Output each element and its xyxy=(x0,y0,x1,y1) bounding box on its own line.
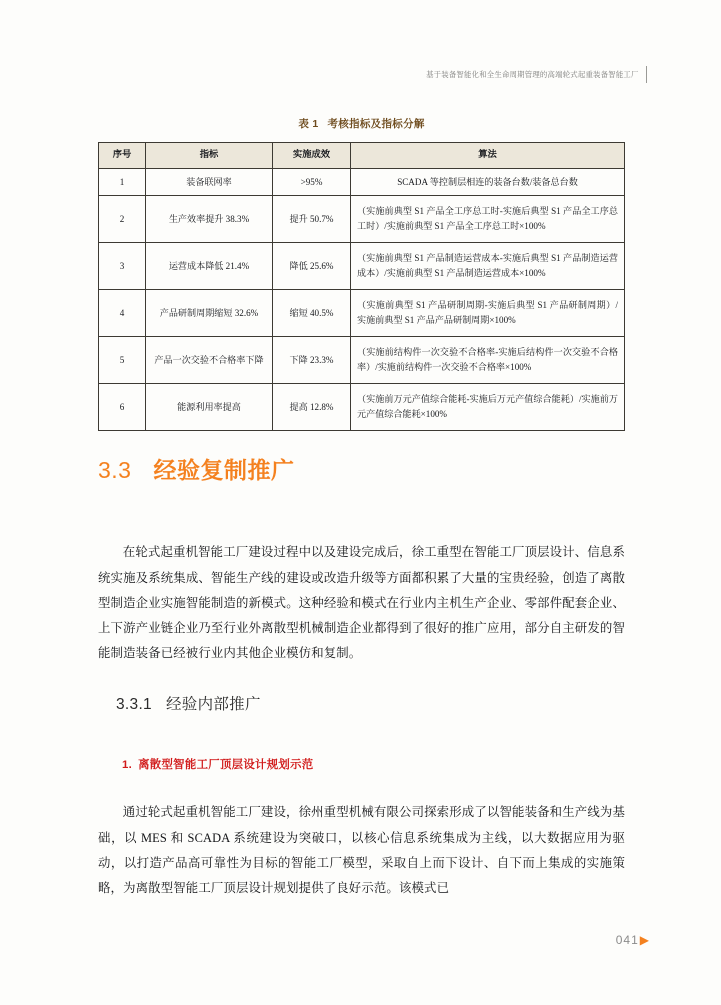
body-paragraph-1: 在轮式起重机智能工厂建设过程中以及建设完成后，徐工重型在智能工厂顶层设计、信息系统实施及系统集成、智能生产线的建设或改造升级等方面都积累了大量的宝贵经验，创造了离散型制造企业实施智能制造的新模式。这种经验和模式在行业内主机生产企业、零部件配套企业、上下游产业链企业乃至行业外离散型机械制造企业都得到了很好的推广应用，部分自主研发的智能制造装备已经被行业内其他企业模仿和复制。 xyxy=(98,545,625,661)
cell-index: 1 xyxy=(99,169,146,196)
cell-metric: 运营成本降低 21.4% xyxy=(146,243,273,290)
cell-metric: 生产效率提升 38.3% xyxy=(146,196,273,243)
table-row xyxy=(99,290,625,337)
table-row xyxy=(99,384,625,431)
table-body xyxy=(99,169,625,431)
table-caption-title: 考核指标及指标分解 xyxy=(327,118,425,130)
table-caption xyxy=(98,116,625,131)
cell-index: 2 xyxy=(99,196,146,243)
subsection-heading-title: 经验内部推广 xyxy=(165,696,261,713)
running-header-rule xyxy=(646,66,647,83)
subheading-title: 离散型智能工厂顶层设计规划示范 xyxy=(138,759,314,771)
section-heading-3-3 xyxy=(98,452,294,485)
cell-effect: >95% xyxy=(273,169,351,196)
column-header-algorithm: 算法 xyxy=(351,143,625,169)
running-header xyxy=(426,66,647,83)
cell-algorithm: （实施前典型 S1 产品全工序总工时-实施后典型 S1 产品全工序总工时）/实施前典型 S1 产品全工序总工时×100% xyxy=(351,196,625,243)
cell-metric: 能源利用率提高 xyxy=(146,384,273,431)
section-heading-number: 3.3 xyxy=(98,457,132,483)
page-folio xyxy=(616,933,649,947)
page-number: 041 xyxy=(615,933,639,947)
subsection-heading-number: 3.3.1 xyxy=(116,696,152,713)
cell-effect: 提升 50.7% xyxy=(273,196,351,243)
column-header-effect: 实施成效 xyxy=(273,143,351,169)
cell-algorithm: （实施前典型 S1 产品研制周期-实施后典型 S1 产品研制周期）/实施前典型 S1 产品产品研制周期×100% xyxy=(351,290,625,337)
cell-effect: 提高 12.8% xyxy=(273,384,351,431)
section-heading-title: 经验复制推广 xyxy=(153,457,295,483)
subheading-number: 1. xyxy=(122,759,133,771)
table-row xyxy=(99,337,625,384)
cell-index: 3 xyxy=(99,243,146,290)
table-head xyxy=(99,143,625,169)
cell-algorithm: （实施前结构件一次交验不合格率-实施后结构件一次交验不合格率）/实施前结构件一次交验不合格率×100% xyxy=(351,337,625,384)
column-header-index: 序号 xyxy=(99,143,146,169)
column-header-metric: 指标 xyxy=(146,143,273,169)
table-row xyxy=(99,243,625,290)
cell-effect: 降低 25.6% xyxy=(273,243,351,290)
metrics-table xyxy=(98,142,625,431)
cell-effect: 缩短 40.5% xyxy=(273,290,351,337)
cell-algorithm: （实施前万元产值综合能耗-实施后万元产值综合能耗）/实施前万元产值综合能耗×100% xyxy=(351,384,625,431)
cell-metric: 装备联网率 xyxy=(146,169,273,196)
table-caption-number: 表 1 xyxy=(298,118,319,130)
subheading-item-1 xyxy=(122,756,313,772)
table-row xyxy=(99,169,625,196)
section-heading-3-3-1 xyxy=(116,692,261,714)
body-paragraph-2: 通过轮式起重机智能工厂建设，徐州重型机械有限公司探索形成了以智能装备和生产线为基础，以 MES 和 SCADA 系统建设为突破口，以核心信息系统集成为主线，以大数据应用为驱动，以打造产品高可靠性为目标的智能工厂模型，采取自上而下设计、自下而上集成的实施策略，为离散型智能工厂顶层设计规划提供了良好示范。该模式已 xyxy=(98,805,625,895)
cell-index: 4 xyxy=(99,290,146,337)
cell-metric: 产品研制周期缩短 32.6% xyxy=(146,290,273,337)
arrow-right-icon: ▶ xyxy=(639,933,649,947)
table-row xyxy=(99,196,625,243)
cell-effect: 下降 23.3% xyxy=(273,337,351,384)
table-header-row xyxy=(99,143,625,169)
cell-index: 6 xyxy=(99,384,146,431)
cell-algorithm: SCADA 等控制层相连的装备台数/装备总台数 xyxy=(351,169,625,196)
cell-algorithm: （实施前典型 S1 产品制造运营成本-实施后典型 S1 产品制造运营成本）/实施前典型 S1 产品制造运营成本×100% xyxy=(351,243,625,290)
cell-index: 5 xyxy=(99,337,146,384)
running-header-title: 基于装备智能化和全生命周期管理的高端轮式起重装备智能工厂 xyxy=(426,70,639,79)
cell-metric: 产品一次交验不合格率下降 xyxy=(146,337,273,384)
